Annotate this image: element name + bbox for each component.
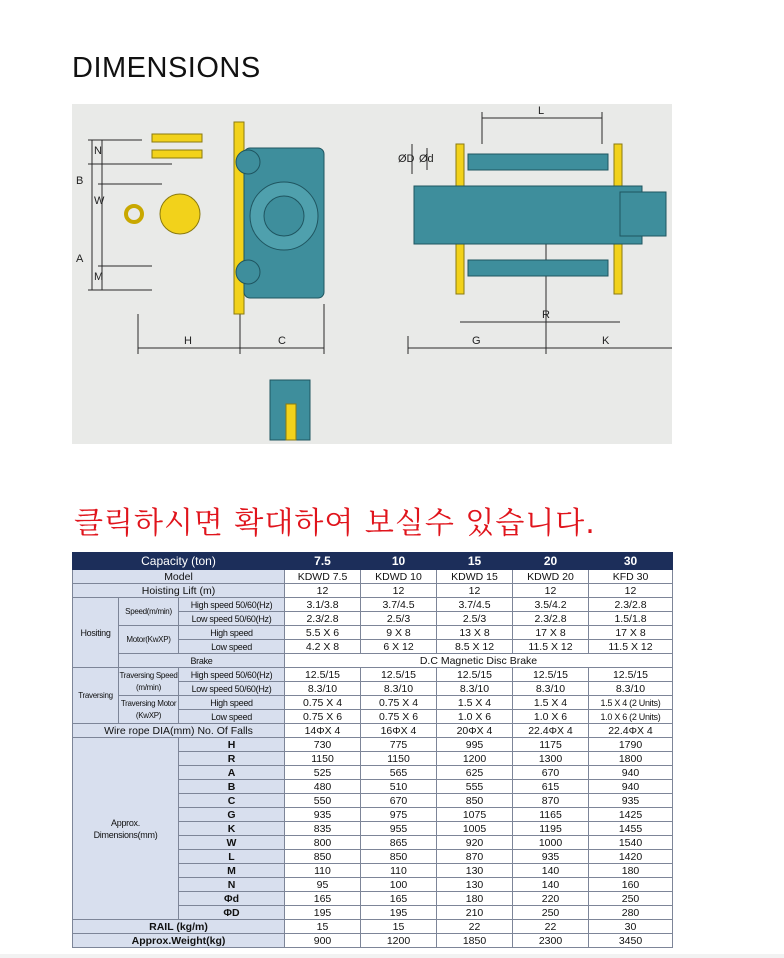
- dim-key: M: [179, 864, 285, 878]
- cell: 16ΦX 4: [361, 724, 437, 738]
- bottom-divider: [0, 954, 784, 958]
- group-label: Hositing: [73, 598, 119, 668]
- cell: 195: [285, 906, 361, 920]
- dim-key: B: [179, 780, 285, 794]
- cell: 5.5 X 6: [285, 626, 361, 640]
- cell: 565: [361, 766, 437, 780]
- table-row: [73, 696, 673, 710]
- cell: 1.5/1.8: [589, 612, 673, 626]
- motor: [620, 192, 666, 236]
- label-M: M: [94, 271, 104, 283]
- dim-key: G: [179, 808, 285, 822]
- cell: 900: [285, 934, 361, 948]
- cell: 3450: [589, 934, 673, 948]
- table-header-row: [73, 553, 673, 570]
- cell: 130: [437, 878, 513, 892]
- cell: 1150: [361, 752, 437, 766]
- cell: 955: [361, 822, 437, 836]
- cell: 1300: [513, 752, 589, 766]
- dimensions-body: [73, 738, 673, 920]
- cell: 1.0 X 6: [437, 710, 513, 724]
- cell: 220: [513, 892, 589, 906]
- row-label: RAIL (kg/m): [73, 920, 285, 934]
- row-label: Low speed 50/60(Hz): [179, 682, 285, 696]
- cell: 3.1/3.8: [285, 598, 361, 612]
- cell: 250: [513, 906, 589, 920]
- cell: 1195: [513, 822, 589, 836]
- cell: 0.75 X 6: [361, 710, 437, 724]
- cell: 8.3/10: [589, 682, 673, 696]
- cell: 625: [437, 766, 513, 780]
- cell: 100: [361, 878, 437, 892]
- table-row: [73, 738, 673, 752]
- cell: 12.5/15: [589, 668, 673, 682]
- label-B: B: [76, 175, 84, 187]
- cell: 850: [285, 850, 361, 864]
- label-G: G: [472, 335, 481, 347]
- cell: 1800: [589, 752, 673, 766]
- cell: 1.5 X 4 (2 Units): [589, 696, 673, 710]
- cell: 8.3/10: [513, 682, 589, 696]
- cell: 2.3/2.8: [285, 612, 361, 626]
- cell: 12: [437, 584, 513, 598]
- cell: 110: [361, 864, 437, 878]
- cap-cell: 20: [513, 553, 589, 570]
- cell: 775: [361, 738, 437, 752]
- cell: 870: [437, 850, 513, 864]
- dim-key: K: [179, 822, 285, 836]
- cell: 555: [437, 780, 513, 794]
- dim-key: L: [179, 850, 285, 864]
- cell: 8.3/10: [361, 682, 437, 696]
- cell: 870: [513, 794, 589, 808]
- cell: 1200: [437, 752, 513, 766]
- cell: 110: [285, 864, 361, 878]
- cell: 3.7/4.5: [437, 598, 513, 612]
- drum: [414, 186, 642, 244]
- table-row: [73, 668, 673, 682]
- cell: 615: [513, 780, 589, 794]
- cell: D.C Magnetic Disc Brake: [285, 654, 673, 668]
- cell: 9 X 8: [361, 626, 437, 640]
- sub-label: Motor(KwXP): [119, 626, 179, 654]
- cell: 140: [513, 878, 589, 892]
- cell: KDWD 7.5: [285, 570, 361, 584]
- dim-key: R: [179, 752, 285, 766]
- cell: 12.5/15: [285, 668, 361, 682]
- sub-label: Speed(m/min): [119, 598, 179, 626]
- spec-table: [72, 552, 673, 948]
- label-d: Ød: [419, 153, 434, 165]
- cell: 835: [285, 822, 361, 836]
- cell: 17 X 8: [589, 626, 673, 640]
- cell: 12: [513, 584, 589, 598]
- cell: 550: [285, 794, 361, 808]
- cell: 1850: [437, 934, 513, 948]
- label-K: K: [602, 335, 610, 347]
- cell: 1.5 X 4: [437, 696, 513, 710]
- sub-label: Traversing Speed (m/min): [119, 668, 179, 696]
- cell: 940: [589, 766, 673, 780]
- table-row: [73, 920, 673, 934]
- label-N: N: [94, 145, 102, 157]
- cell: 12.5/15: [361, 668, 437, 682]
- cell: 8.5 X 12: [437, 640, 513, 654]
- cell: 1165: [513, 808, 589, 822]
- cell: 195: [361, 906, 437, 920]
- cell: 12: [361, 584, 437, 598]
- cell: 12: [285, 584, 361, 598]
- cell: 11.5 X 12: [513, 640, 589, 654]
- row-label: High speed 50/60(Hz): [179, 598, 285, 612]
- cell: 180: [437, 892, 513, 906]
- cell: 940: [589, 780, 673, 794]
- row-label: Model: [73, 570, 285, 584]
- cell: 800: [285, 836, 361, 850]
- table-row: [73, 654, 673, 668]
- cell: 1790: [589, 738, 673, 752]
- hook-block: [160, 194, 200, 234]
- cell: 1005: [437, 822, 513, 836]
- group-label: Traversing: [73, 668, 119, 724]
- row-label: Hoisting Lift (m): [73, 584, 285, 598]
- cell: 1.5 X 4: [513, 696, 589, 710]
- table-row: [73, 570, 673, 584]
- cell: 6 X 12: [361, 640, 437, 654]
- dim-key: W: [179, 836, 285, 850]
- cell: 480: [285, 780, 361, 794]
- cell: 670: [361, 794, 437, 808]
- cell: 22: [437, 920, 513, 934]
- cell: 20ΦX 4: [437, 724, 513, 738]
- cell: 8.3/10: [437, 682, 513, 696]
- cell: 12.5/15: [437, 668, 513, 682]
- dimension-drawing[interactable]: [72, 104, 672, 444]
- dim-key: Φd: [179, 892, 285, 906]
- table-row: [73, 934, 673, 948]
- dim-key: ΦD: [179, 906, 285, 920]
- cell: 250: [589, 892, 673, 906]
- table-row: [73, 598, 673, 612]
- cell: 670: [513, 766, 589, 780]
- cell: 730: [285, 738, 361, 752]
- cell: 3.7/4.5: [361, 598, 437, 612]
- cell: 2.5/3: [437, 612, 513, 626]
- cap-cell: 30: [589, 553, 673, 570]
- cell: 3.5/4.2: [513, 598, 589, 612]
- cell: 935: [589, 794, 673, 808]
- label-C: C: [278, 335, 286, 347]
- cell: 1.0 X 6: [513, 710, 589, 724]
- cell: 15: [361, 920, 437, 934]
- cell: 865: [361, 836, 437, 850]
- cell: 280: [589, 906, 673, 920]
- cell: 13 X 8: [437, 626, 513, 640]
- cell: 22.4ΦX 4: [513, 724, 589, 738]
- header-label: Capacity (ton): [73, 553, 285, 570]
- cell: 8.3/10: [285, 682, 361, 696]
- cell: 1175: [513, 738, 589, 752]
- cell: 160: [589, 878, 673, 892]
- cell: KFD 30: [589, 570, 673, 584]
- cell: 180: [589, 864, 673, 878]
- cell: 165: [361, 892, 437, 906]
- label-D: ØD: [398, 153, 415, 165]
- row-label: Low speed: [179, 710, 285, 724]
- cell: 0.75 X 6: [285, 710, 361, 724]
- table-row: [73, 584, 673, 598]
- cell: 2.5/3: [361, 612, 437, 626]
- label-A: A: [76, 253, 84, 265]
- cell: 1000: [513, 836, 589, 850]
- table-row: [73, 626, 673, 640]
- cell: 2.3/2.8: [513, 612, 589, 626]
- cell: 210: [437, 906, 513, 920]
- cap-cell: 10: [361, 553, 437, 570]
- dim-key: A: [179, 766, 285, 780]
- cell: 525: [285, 766, 361, 780]
- cell: 11.5 X 12: [589, 640, 673, 654]
- zoom-notice: 클릭하시면 확대하여 보실수 있습니다.: [74, 506, 596, 541]
- page-title: DIMENSIONS: [72, 52, 261, 84]
- row-label: Brake: [119, 654, 285, 668]
- cell: 1075: [437, 808, 513, 822]
- cell: 1420: [589, 850, 673, 864]
- cell: 12: [589, 584, 673, 598]
- cell: KDWD 15: [437, 570, 513, 584]
- cell: 510: [361, 780, 437, 794]
- cell: 14ΦX 4: [285, 724, 361, 738]
- cell: 22: [513, 920, 589, 934]
- hoist-diagram: [72, 104, 672, 444]
- label-L: L: [538, 105, 545, 117]
- row-label: Approx.Weight(kg): [73, 934, 285, 948]
- cell: 15: [285, 920, 361, 934]
- cell: KDWD 10: [361, 570, 437, 584]
- sub-label: Traversing Motor (KwXP): [119, 696, 179, 724]
- cell: 850: [361, 850, 437, 864]
- cell: 1200: [361, 934, 437, 948]
- cell: 2.3/2.8: [589, 598, 673, 612]
- cell: 0.75 X 4: [285, 696, 361, 710]
- cell: 1455: [589, 822, 673, 836]
- table-row: [73, 724, 673, 738]
- cell: KDWD 20: [513, 570, 589, 584]
- cell: 2300: [513, 934, 589, 948]
- cell: 130: [437, 864, 513, 878]
- hook: [126, 206, 142, 222]
- cap-cell: 7.5: [285, 553, 361, 570]
- cell: 0.75 X 4: [361, 696, 437, 710]
- cell: 12.5/15: [513, 668, 589, 682]
- cell: 95: [285, 878, 361, 892]
- cell: 1425: [589, 808, 673, 822]
- label-R: R: [542, 309, 550, 321]
- label-W: W: [94, 195, 105, 207]
- row-label: Low speed 50/60(Hz): [179, 612, 285, 626]
- row-label: High speed: [179, 626, 285, 640]
- cell: 165: [285, 892, 361, 906]
- group-label: Approx. Dimensions(mm): [73, 738, 179, 920]
- cell: 1540: [589, 836, 673, 850]
- cell: 995: [437, 738, 513, 752]
- dim-key: N: [179, 878, 285, 892]
- cell: 30: [589, 920, 673, 934]
- cell: 935: [513, 850, 589, 864]
- label-H: H: [184, 335, 192, 347]
- cell: 22.4ΦX 4: [589, 724, 673, 738]
- row-label: Wire rope DIA(mm) No. Of Falls: [73, 724, 285, 738]
- cell: 850: [437, 794, 513, 808]
- dim-key: H: [179, 738, 285, 752]
- row-label: Low speed: [179, 640, 285, 654]
- dim-key: C: [179, 794, 285, 808]
- cell: 4.2 X 8: [285, 640, 361, 654]
- cell: 1150: [285, 752, 361, 766]
- row-label: High speed 50/60(Hz): [179, 668, 285, 682]
- cell: 920: [437, 836, 513, 850]
- cap-cell: 15: [437, 553, 513, 570]
- cell: 1.0 X 6 (2 Units): [589, 710, 673, 724]
- cell: 140: [513, 864, 589, 878]
- row-label: High speed: [179, 696, 285, 710]
- cell: 975: [361, 808, 437, 822]
- cell: 17 X 8: [513, 626, 589, 640]
- cell: 935: [285, 808, 361, 822]
